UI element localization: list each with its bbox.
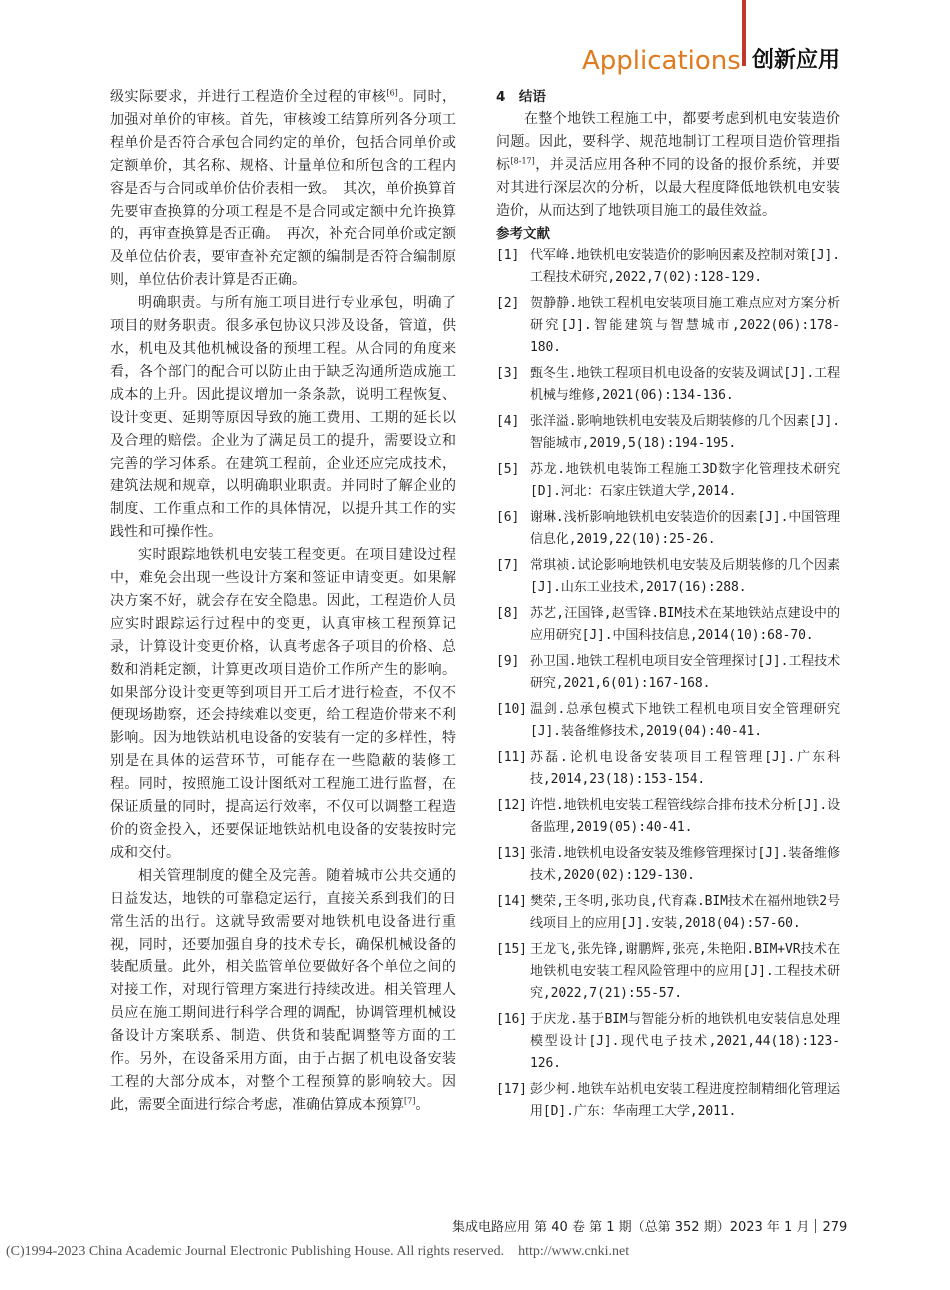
reference-item: [9] 孙卫国.地铁工程机电项目安全管理探讨[J].工程技术研究,2021,6(01):167-168.	[496, 653, 840, 691]
reference-item: [2] 贺静静.地铁工程机电安装项目施工难点应对方案分析研究[J].智能建筑与智慧城市,2022(06):178-180.	[496, 295, 840, 355]
paragraph-management-system: 相关管理制度的健全及完善。随着城市公共交通的日益发达，地铁的可靠稳定运行，直接关系到我们的日常生活的出行。这就导致需要对地铁机电设备进行重视，同时，还要加强自身的技术专长，确保机械设备的装配质量。此外，相关监管单位要做好各个单位之间的对接工作，对现行管理方案进行持续改进。相关管理人员应在施工期间进行科学合理的调配，协调管理机械设备设计方案联系、制造、供货和装配调整等方面的工作。另外，在设备采用方面，由于占据了机电设备安装工程的大部分成本，对整个工程预算的影响较大。因此，需要全面进行综合考虑，准确估算成本预算[7]。	[110, 867, 456, 1113]
reference-item: [14] 樊荣,王冬明,张功良,代育森.BIM技术在福州地铁2号线项目上的应用[J].安装,2018(04):57-60.	[496, 893, 840, 931]
right-column	[496, 86, 840, 1127]
citation[interactable]: [6]	[386, 88, 398, 98]
left-column	[110, 86, 456, 1117]
reference-item: [11] 苏磊.论机电设备安装项目工程管理[J].广东科技,2014,23(18):153-154.	[496, 749, 840, 787]
citation[interactable]: [7]	[404, 1096, 416, 1106]
conclusion-paragraph: 在整个地铁工程施工中，都要考虑到机电安装造价问题。因此，要科学、规范地制订工程项目造价管理指标[8-17]，并灵活应用各种不同的设备的报价系统，并要对其进行深层次的分析，以最大程度降低地铁机电安装造价，从而达到了地铁项目施工的最佳效益。	[496, 111, 841, 219]
reference-list	[496, 245, 840, 1123]
copyright-notice: (C)1994-2023 China Academic Journal Electronic Publishing House. All rights reserved. http://www.cnki.net	[6, 1244, 630, 1259]
footer-page-number: 279	[822, 1220, 848, 1235]
footer-separator	[815, 1219, 816, 1233]
reference-item: [4] 张洋溢.影响地铁机电安装及后期装修的几个因素[J].智能城市,2019,5(18):194-195.	[496, 413, 840, 451]
conclusion-heading: 4 结语	[496, 89, 546, 105]
reference-item: [6] 谢琳.浅析影响地铁机电安装造价的因素[J].中国管理信息化,2019,22(10):25-26.	[496, 509, 840, 547]
reference-item: [3] 甄冬生.地铁工程项目机电设备的安装及调试[J].工程机械与维修,2021(06):134-136.	[496, 365, 840, 403]
paragraph-track-changes: 实时跟踪地铁机电安装工程变更。在项目建设过程中，难免会出现一些设计方案和签证申请变更。如果解决方案不好，就会存在安全隐患。因此，工程造价人员应实时跟踪运行过程中的变更，认真审核工程预算记录，计算设计变更价格，认真考虑各子项目的价格、总数和消耗定额，计算更改项目造价工作所产生的影响。如果部分设计变更等到项目开工后才进行检查，不仅不便现场勘察，还会持续难以变更，给工程造价带来不利影响。因为地铁站机电设备的安装有一定的多样性，特别是在具体的运营环节，可能存在一些隐蔽的装修工程。同时，按照施工设计图纸对工程施工进行监督，在保证质量的同时，提高运行效率，不仅可以调整工程造价的资金投入，还要保证地铁站机电设备的安装按时完成和交付。	[110, 547, 456, 861]
reference-item: [12] 许恺.地铁机电安装工程管线综合排布技术分析[J].设备监理,2019(05):40-41.	[496, 797, 840, 835]
paragraph-clarify-duties: 明确职责。与所有施工项目进行专业承包，明确了项目的财务职责。很多承包协议只涉及设备，管道，供水，机电及其他机械设备的预埋工程。从合同的角度来看，各个部门的配合可以防止由于缺乏沟通所造成施工成本的上升。因此提议增加一条条款，说明工程恢复、设计变更、延期等原因导致的施工费用、工期的延长以及合理的赔偿。企业为了满足员工的提升，需要设立和完善的学习体系。在建筑工程前，企业还应完成技术，建筑法规和规章，以明确职业职责。并同时了解企业的制度、工作重点和工作的具体情况，以提升其工作的实践性和可操作性。	[110, 295, 456, 541]
reference-item: [8] 苏艺,汪国锋,赵雪锋.BIM技术在某地铁站点建设中的应用研究[J].中国科技信息,2014(10):68-70.	[496, 605, 840, 643]
page-footer	[452, 1218, 847, 1238]
reference-item: [1] 代军峰.地铁机电安装造价的影响因素及控制对策[J].工程技术研究,2022,7(02):128-129.	[496, 247, 840, 285]
reference-item: [10] 温剑.总承包模式下地铁工程机电项目安全管理研究[J].装备维修技术,2019(04):40-41.	[496, 701, 840, 739]
footer-journal-name: 集成电路应用	[452, 1220, 531, 1235]
reference-item: [5] 苏龙.地铁机电装饰工程施工3D数字化管理技术研究[D].河北：石家庄铁道大学,2014.	[496, 461, 840, 499]
footer-issue: 第 40 卷 第 1 期（总第 352 期）2023 年 1 月	[534, 1220, 810, 1235]
header-chinese-title: 创新应用	[752, 48, 841, 73]
references-heading: 参考文献	[496, 225, 550, 242]
header-accent-bar	[742, 0, 746, 66]
reference-item: [13] 张清.地铁机电设备安装及维修管理探讨[J].装备维修技术,2020(02):129-130.	[496, 845, 840, 883]
paragraph-unit-price-audit: 级实际要求，并进行工程造价全过程的审核[6]。同时，加强对单价的审核。首先，审核竣工结算所列各分项工程单价是否符合承包合同约定的单价，包括合同单价或定额单价，其名称、规格、计量单位和所包含的工程内容是否与合同或单价估价表相一致。 其次，单价换算首先要审查换算的分项工程是不是合同或定额中允许换算的，再审查换算是否正确。 再次，补充合同单价或定额及单位估价表，要审查补充定额的编制是否符合编制原则，单位估价表计算是否正确。	[110, 88, 457, 289]
reference-item: [17] 彭少柯.地铁车站机电安装工程进度控制精细化管理运用[D].广东：华南理工大学,2011.	[496, 1081, 840, 1119]
header-english-title: Applications	[582, 46, 741, 76]
reference-item: [15] 王龙飞,张先锋,谢鹏辉,张亮,朱艳阳.BIM+VR技术在地铁机电安装工程风险管理中的应用[J].工程技术研究,2022,7(21):55-57.	[496, 941, 840, 1001]
citation[interactable]: [8-17]	[510, 156, 535, 166]
reference-item: [16] 于庆龙.基于BIM与智能分析的地铁机电安装信息处理模型设计[J].现代电子技术,2021,44(18):123-126.	[496, 1011, 840, 1071]
reference-item: [7] 常琪祯.试论影响地铁机电安装及后期装修的几个因素[J].山东工业技术,2017(16):288.	[496, 557, 840, 595]
